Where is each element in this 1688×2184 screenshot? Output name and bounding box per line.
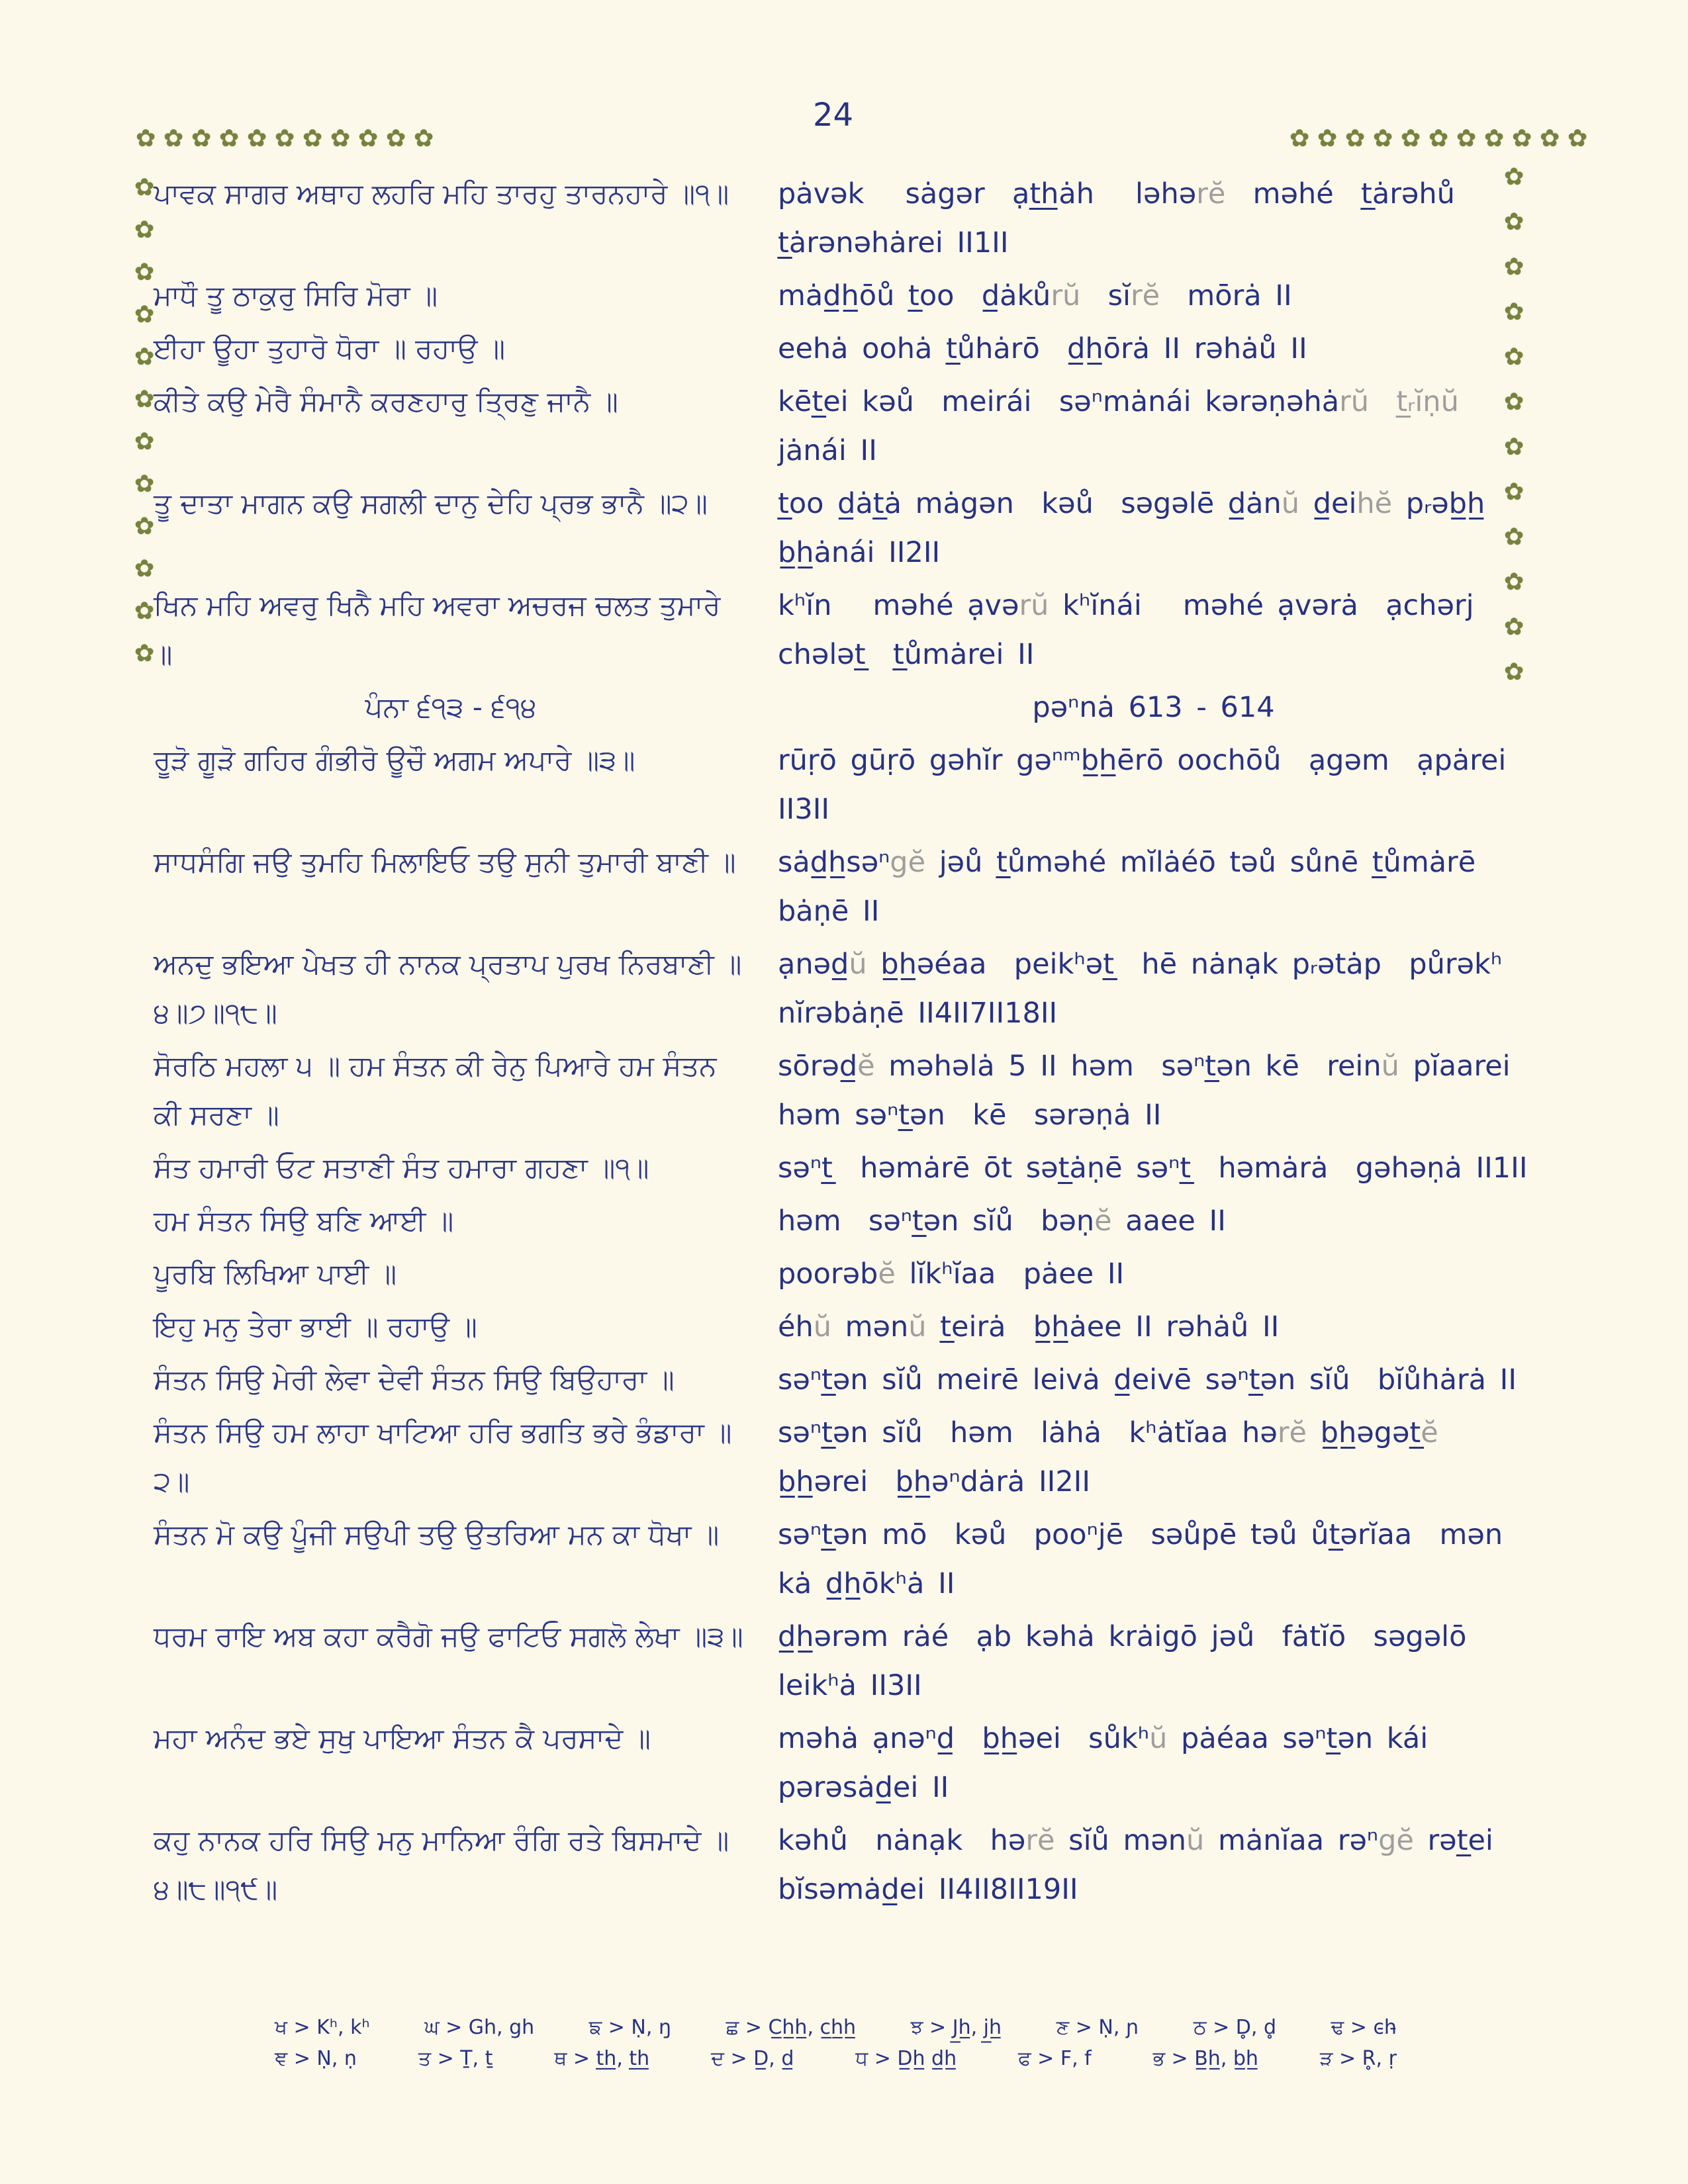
scripture-body — [154, 169, 1529, 1914]
flower-icon: ✿ — [1289, 125, 1310, 152]
legend-item: ਭ > B̲h̲, b̲h̲ — [1152, 2047, 1258, 2070]
flower-icon: ✿ — [1504, 163, 1524, 191]
verse-row — [154, 377, 1529, 475]
flower-icon: ✿ — [1373, 125, 1393, 152]
gray-letters: ŭ — [908, 1310, 927, 1343]
flower-icon: ✿ — [1317, 125, 1338, 152]
legend-item: ਦ > D̲, d̲ — [711, 2047, 794, 2070]
roman-transliteration-text: kʰĭn məhé ạvərŭ kʰĭnái məhé ạvərȧ ạchərj chələt̲ t̲ůmȧrei II — [778, 589, 1488, 671]
legend-item: ਥ > t̲h̲, t̲h̲ — [554, 2047, 650, 2070]
flower-icon: ✿ — [134, 174, 155, 201]
flower-icon: ✿ — [134, 343, 155, 371]
flower-icon: ✿ — [1512, 125, 1532, 152]
legend-item: ਤ > Ṯ, ṯ — [418, 2047, 493, 2070]
gurmukhi-text: ਪੰਨਾ ੬੧੩ - ੬੧੪ — [365, 691, 537, 723]
gurmukhi-text: ਸੰਤ ਹਮਾਰੀ ਓਟ ਸਤਾਣੀ ਸੰਤ ਹਮਾਰਾ ਗਹਣਾ ॥੧॥ — [154, 1152, 649, 1184]
flower-icon: ✿ — [1504, 523, 1524, 551]
flower-icon: ✿ — [1504, 569, 1524, 596]
gray-letters: ŭ — [1186, 1824, 1205, 1857]
flower-icon: ✿ — [1504, 253, 1524, 281]
flower-icon: ✿ — [1504, 614, 1524, 641]
flower-icon: ✿ — [1504, 208, 1524, 236]
verse-row — [154, 736, 1529, 834]
roman-transliteration-text: sȧd̲h̲səⁿgĕ jəů t̲ůməhé mĭlȧéō təů sůnē t̲ůmȧrē bȧṇē II — [778, 846, 1489, 928]
gurmukhi-text: ਕਹੁ ਨਾਨਕ ਹਰਿ ਸਿਉ ਮਨੁ ਮਾਨਿਆ ਰੰਗਿ ਰਤੇ ਬਿਸਮਾਦੇ ॥੪॥੮॥੧੯॥ — [154, 1824, 729, 1905]
gray-letters: ŭ — [849, 948, 867, 981]
flower-icon: ✿ — [134, 216, 155, 244]
flower-icon: ✿ — [1504, 298, 1524, 326]
roman-transliteration-text: kēt̲ei kəů meirái səⁿmȧnái kərəṇəhȧrŭ t̲ᵣĭṇŭ jȧnái II — [778, 385, 1473, 467]
flower-icon: ✿ — [134, 259, 155, 286]
gray-letters: ĕ — [1421, 1416, 1438, 1449]
gurmukhi-text: ਧਰਮ ਰਾਇ ਅਬ ਕਹਾ ਕਰੈਗੋ ਜਉ ਫਾਟਿਓ ਸਗਲੋ ਲੇਖਾ ॥੩॥ — [154, 1620, 743, 1653]
flower-icon: ✿ — [134, 513, 155, 540]
roman-transliteration-text: rūṛō gūṛō gəhĭr gəⁿᵐb̲h̲ērō oochōů ạgəm ạpȧrei II3II — [778, 744, 1520, 826]
flower-icon: ✿ — [134, 386, 155, 413]
gurmukhi-text: ਇਹੁ ਮਨੁ ਤੇਰਾ ਭਾਈ ॥ ਰਹਾਉ ॥ — [154, 1310, 477, 1343]
legend-item: ਢ > c̵h̵ — [1331, 2016, 1397, 2039]
legend-item: ਣ > Ṇ, ɲ — [1056, 2016, 1139, 2039]
gray-letters: ĕ — [857, 1050, 875, 1083]
flower-icon: ✿ — [134, 640, 155, 667]
verse-row — [154, 1816, 1529, 1914]
gurmukhi-text: ਖਿਨ ਮਹਿ ਅਵਰੁ ਖਿਨੈ ਮਹਿ ਅਵਰਾ ਅਚਰਜ ਚਲਤ ਤੁਮਾਰੇ ॥ — [154, 589, 729, 670]
verse-row — [154, 1510, 1529, 1608]
flower-icon: ✿ — [303, 125, 323, 152]
gray-letters: ĕ — [1094, 1205, 1112, 1238]
legend-item: ਛ > C̲h̲h̲, c̲h̲h̲ — [726, 2016, 857, 2039]
verse-row — [154, 581, 1529, 679]
legend-row — [275, 2016, 1397, 2039]
roman-transliteration-text: eehȧ oohȧ t̲ůhȧrō d̲h̲ōrȧ II rəhȧů II — [778, 332, 1307, 365]
roman-transliteration-text: məhȧ ạnəⁿd̲ b̲h̲əei sůkʰŭ pȧéaa səⁿt̲ən kái pərəsȧd̲ei II — [778, 1722, 1442, 1804]
roman-transliteration-text: éhŭ mənŭ t̲eirȧ b̲h̲ȧee II rəhȧů II — [778, 1310, 1280, 1343]
roman-transliteration-text: d̲h̲ərəm rȧé ạb kəhȧ krȧigō jəů fȧtĭō səgəlō leikʰȧ II3II — [778, 1620, 1481, 1702]
flower-icon: ✿ — [1429, 125, 1449, 152]
gray-letters: rŭ — [1019, 589, 1049, 622]
verse-row — [154, 1250, 1529, 1298]
gurmukhi-text: ਹਮ ਸੰਤਨ ਸਿਉ ਬਣਿ ਆਈ ॥ — [154, 1205, 454, 1237]
flower-icon: ✿ — [386, 125, 406, 152]
verse-row — [154, 1197, 1529, 1246]
legend-item: ਘ > Gh, gh — [424, 2016, 535, 2039]
verse-row — [154, 1042, 1529, 1140]
gray-letters: rŭ — [1339, 385, 1370, 418]
verse-row — [154, 324, 1529, 373]
flower-icon: ✿ — [275, 125, 295, 152]
verse-row — [154, 1408, 1529, 1506]
gray-letters: ŭ — [1381, 1050, 1399, 1083]
flower-icon: ✿ — [136, 125, 156, 152]
gray-letters: t̲ᵣĭṇŭ — [1396, 385, 1459, 418]
roman-transliteration-text: pȧvək sȧgər ạt̲h̲ȧh ləhərĕ məhé t̲ȧrəhů t̲ȧrənəhȧrei II1II — [778, 177, 1469, 259]
flower-icon: ✿ — [1484, 125, 1505, 152]
verse-row — [154, 1355, 1529, 1404]
gray-letters: rĕ — [1196, 177, 1226, 210]
legend-item: ਠ > D̥, d̥ — [1193, 2016, 1277, 2039]
gray-letters: ŭ — [1149, 1722, 1168, 1755]
gurmukhi-text: ਪੂਰਬਿ ਲਿਖਿਆ ਪਾਈ ॥ — [154, 1257, 397, 1290]
flower-icon: ✿ — [1504, 388, 1524, 416]
roman-transliteration-text: poorəbĕ lĭkʰĭaa pȧee II — [778, 1257, 1125, 1291]
roman-transliteration-text: səⁿt̲ən sĭů meirē leivȧ d̲eivē səⁿt̲ən sĭů bĭůhȧrȧ II — [778, 1363, 1517, 1396]
gurmukhi-text: ਸੰਤਨ ਮੋ ਕਉ ਪੂੰਜੀ ਸਉਪੀ ਤਉ ਉਤਰਿਆ ਮਨ ਕਾ ਧੋਖਾ ॥ — [154, 1518, 720, 1551]
gray-letters: rĕ — [1025, 1824, 1055, 1857]
panna-row — [154, 683, 1529, 732]
roman-transliteration-text: ạnəd̲ŭ b̲h̲əéaa peikʰət̲ hē nȧnạk pᵣətȧp půrəkʰ nĭrəbȧṇē II4II7II18II — [778, 948, 1516, 1030]
flower-icon: ✿ — [134, 471, 155, 498]
page-number: 24 — [813, 97, 854, 134]
gray-letters: rŭ — [1051, 279, 1081, 312]
flower-icon: ✿ — [219, 125, 240, 152]
gray-letters: ĕ — [878, 1257, 896, 1291]
gray-letters: gĕ — [1378, 1824, 1414, 1857]
flower-icon: ✿ — [1504, 343, 1524, 371]
gurmukhi-text: ਸੋਰਠਿ ਮਹਲਾ ੫ ॥ ਹਮ ਸੰਤਨ ਕੀ ਰੇਨੁ ਪਿਆਰੇ ਹਮ ਸੰਤਨ ਕੀ ਸਰਣਾ ॥ — [154, 1050, 726, 1131]
flower-icon: ✿ — [134, 598, 155, 625]
flower-icon: ✿ — [164, 125, 184, 152]
gurmukhi-text: ਸੰਤਨ ਸਿਉ ਮੇਰੀ ਲੇਵਾ ਦੇਵੀ ਸੰਤਨ ਸਿਉ ਬਿਉਹਾਰਾ ॥ — [154, 1363, 675, 1396]
legend-item: ਫ > F, f — [1018, 2047, 1092, 2070]
verse-row — [154, 1144, 1529, 1193]
flower-icon: ✿ — [1401, 125, 1421, 152]
flower-icon: ✿ — [134, 555, 155, 582]
gray-letters: rĕ — [1277, 1416, 1307, 1449]
gurmukhi-text: ਰੂੜੋ ਗੂੜੋ ਗਹਿਰ ਗੰਭੀਰੋ ਊਚੌ ਅਗਮ ਅਪਾਰੇ ॥੩॥ — [154, 744, 635, 776]
flower-icon: ✿ — [1456, 125, 1477, 152]
flower-icon: ✿ — [247, 125, 267, 152]
gurmukhi-text: ਪਾਵਕ ਸਾਗਰ ਅਥਾਹ ਲਹਰਿ ਮਹਿ ਤਾਰਹੁ ਤਾਰਨਹਾਰੇ ॥੧॥ — [154, 177, 729, 210]
gurmukhi-text: ਮਾਧੌ ਤੂ ਠਾਕੁਰੁ ਸਿਰਿ ਮੋਰਾ ॥ — [154, 279, 438, 312]
gray-letters: ŭ — [813, 1310, 831, 1343]
flower-icon: ✿ — [358, 125, 379, 152]
roman-transliteration-text: t̲oo d̲ȧt̲ȧ mȧgən kəů səgəlē d̲ȧnŭ d̲eihĕ pᵣəb̲h̲ b̲h̲ȧnái II2II — [778, 487, 1499, 569]
verse-row — [154, 479, 1529, 577]
roman-transliteration-text: səⁿt̲ həmȧrē ōt sət̲ȧṇē səⁿt̲ həmȧrȧ gəhəṇȧ II1II — [778, 1152, 1528, 1185]
flower-icon: ✿ — [414, 125, 434, 152]
flower-icon: ✿ — [1345, 125, 1366, 152]
roman-transliteration-text: kəhů nȧnạk hərĕ sĭů mənŭ mȧnĭaa rəⁿgĕ rət̲ei bĭsəmȧd̲ei II4II8II19II — [778, 1824, 1507, 1906]
flower-icon: ✿ — [1504, 478, 1524, 506]
verse-row — [154, 1302, 1529, 1351]
legend-item: ਙ > Ṇ, ŋ — [588, 2016, 671, 2039]
gray-letters: rĕ — [1130, 279, 1160, 312]
gray-letters: gĕ — [890, 846, 926, 879]
roman-transliteration-text: pəⁿnȧ 613 - 614 — [1032, 691, 1275, 724]
legend-item: ਝ > J̲h̲, j̲h̲ — [910, 2016, 1002, 2039]
flower-icon: ✿ — [330, 125, 351, 152]
legend-row — [275, 2047, 1397, 2070]
verse-row — [154, 169, 1529, 267]
verse-row — [154, 271, 1529, 320]
gurmukhi-text: ਸਾਧਸੰਗਿ ਜਉ ਤੁਮਹਿ ਮਿਲਾਇਓ ਤਉ ਸੁਨੀ ਤੁਮਾਰੀ ਬਾਣੀ ॥ — [154, 846, 736, 878]
gurmukhi-text: ਸੰਤਨ ਸਿਉ ਹਮ ਲਾਹਾ ਖਾਟਿਆ ਹਰਿ ਭਗਤਿ ਭਰੇ ਭੰਡਾਰਾ ॥੨॥ — [154, 1416, 732, 1498]
verse-row — [154, 1714, 1529, 1812]
flower-icon: ✿ — [1568, 125, 1588, 152]
legend-item: ੜ > R̥, ṛ — [1319, 2047, 1397, 2070]
flower-icon: ✿ — [1540, 125, 1560, 152]
gurmukhi-text: ਤੂ ਦਾਤਾ ਮਾਗਨ ਕਉ ਸਗਲੀ ਦਾਨੁ ਦੇਹਿ ਪ੍ਰਭ ਭਾਨੈ ॥੨॥ — [154, 487, 708, 520]
flower-icon: ✿ — [191, 125, 212, 152]
verse-row — [154, 1612, 1529, 1710]
gurmukhi-text: ਕੀਤੇ ਕਉ ਮੇਰੈ ਸੰਮਾਨੈ ਕਰਣਹਾਰੁ ਤ੍ਰਿਣੁ ਜਾਨੈ ॥ — [154, 385, 618, 418]
legend-item: ਧ > D̲h̲ d̲h̲ — [855, 2047, 957, 2070]
roman-transliteration-text: həm səⁿt̲ən sĭů bəṇĕ aaee II — [778, 1205, 1226, 1238]
gray-letters: ŭ — [1281, 487, 1300, 520]
gurmukhi-text: ਈਹਾ ਊਹਾ ਤੁਹਾਰੋ ਧੋਰਾ ॥ ਰਹਾਉ ॥ — [154, 332, 506, 365]
gurmukhi-text: ਮਹਾ ਅਨੰਦ ਭਏ ਸੁਖੁ ਪਾਇਆ ਸੰਤਨ ਕੈ ਪਰਸਾਦੇ ॥ — [154, 1722, 651, 1754]
flower-icon: ✿ — [134, 428, 155, 455]
transliteration-key — [275, 2016, 1397, 2070]
legend-item: ਖ > Kʰ, kʰ — [275, 2016, 370, 2039]
legend-item: ਞ > Ṇ, ṇ — [275, 2047, 357, 2070]
flower-icon: ✿ — [1504, 659, 1524, 686]
flower-icon: ✿ — [134, 301, 155, 328]
roman-transliteration-text: sōrəd̲ĕ məhəlȧ 5 II həm səⁿt̲ən kē reinŭ pĭaarei həm səⁿt̲ən kē sərəṇȧ II — [778, 1050, 1524, 1132]
roman-transliteration-text: səⁿt̲ən sĭů həm lȧhȧ kʰȧtĭaa hərĕ b̲h̲əgət̲ĕ b̲h̲ərei b̲h̲əⁿdȧrȧ II2II — [778, 1416, 1452, 1498]
roman-transliteration-text: mȧd̲h̲ōů t̲oo d̲ȧkůrŭ sĭrĕ mōrȧ II — [778, 279, 1292, 312]
gurmukhi-text: ਅਨਦੁ ਭਇਆ ਪੇਖਤ ਹੀ ਨਾਨਕ ਪ੍ਰਤਾਪ ਪੁਰਖ ਨਿਰਬਾਣੀ ॥੪॥੭॥੧੮॥ — [154, 948, 742, 1029]
verse-row — [154, 838, 1529, 936]
roman-transliteration-text: səⁿt̲ən mō kəů pooⁿjē səůpē təů ůt̲ərĭaa mən kȧ d̲h̲ōkʰȧ II — [778, 1518, 1517, 1600]
flower-icon: ✿ — [1504, 433, 1524, 461]
verse-row — [154, 940, 1529, 1038]
gray-letters: hĕ — [1356, 487, 1393, 520]
